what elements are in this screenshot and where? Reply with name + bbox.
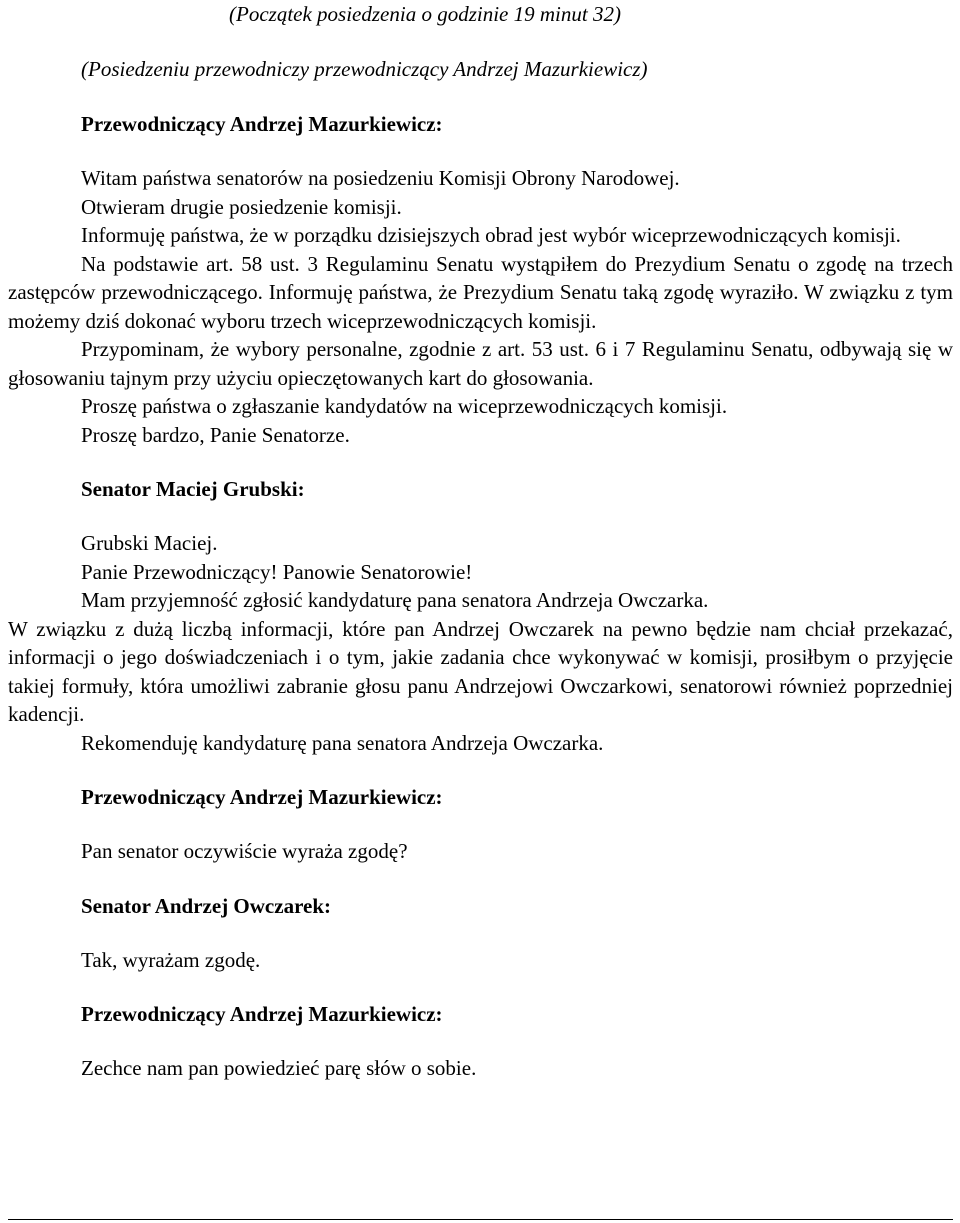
paragraph: Witam państwa senatorów na posiedzeniu Komisji Obrony Narodowej. [81, 166, 680, 190]
paragraph: Informuję państwa, że w porządku dzisiejszych obrad jest wybór wiceprzewodniczących komisji. [81, 223, 901, 247]
paragraph: W związku z dużą liczbą informacji, które pan Andrzej Owczarek na pewno będzie nam chciał przekazać, informacji o jego doświadczeniach i o tym, jakie zadania chce wykonywać w komisji, prosiłbym o przyjęcie takiej formuły, która umożliwi zabranie głosu panu Andrzejowi Owczarkowi, senatorowi również poprzedniej kadencji. [8, 616, 953, 726]
paragraph: Pan senator oczywiście wyraża zgodę? [81, 839, 408, 863]
speaker-heading-grubski: Senator Maciej Grubski: [81, 477, 305, 501]
speaker-heading-chair: Przewodniczący Andrzej Mazurkiewicz: [81, 112, 443, 136]
paragraph: Grubski Maciej. [81, 531, 218, 555]
paragraph: Na podstawie art. 58 ust. 3 Regulaminu Senatu wystąpiłem do Prezydium Senatu o zgodę na trzech zastępców przewodniczącego. Informuję państwa, że Prezydium Senatu taką zgodę wyraziło. W związku z tym możemy dziś dokonać wyboru trzech wiceprzewodniczących komisji. [8, 251, 953, 333]
paragraph: Tak, wyrażam zgodę. [81, 947, 261, 972]
page-bottom-rule [8, 1219, 953, 1220]
paragraph: Proszę państwa o zgłaszanie kandydatów na wiceprzewodniczących komisji. [81, 394, 728, 418]
speaker-heading-chair: Przewodniczący Andrzej Mazurkiewicz: [81, 1002, 443, 1026]
paragraph: Proszę bardzo, Panie Senatorze. [81, 422, 350, 447]
speaker-heading-chair: Przewodniczący Andrzej Mazurkiewicz: [81, 785, 443, 809]
stage-direction-start: (Początek posiedzenia o godzinie 19 minut 32) [229, 2, 621, 26]
stage-direction-chair: (Posiedzeniu przewodniczy przewodniczący Andrzej Mazurkiewicz) [81, 57, 648, 81]
speech-block-owczarek [8, 946, 953, 975]
paragraph: Rekomenduję kandydaturę pana senatora Andrzeja Owczarka. [81, 730, 604, 755]
speech-block-grubski [8, 529, 953, 757]
paragraph: Panie Przewodniczący! Panowie Senatorowie! [81, 559, 473, 584]
speech-block-chair-3 [8, 1054, 953, 1083]
transcript-page [8, 0, 953, 1083]
paragraph: Przypominam, że wybory personalne, zgodnie z art. 53 ust. 6 i 7 Regulaminu Senatu, odbywają się w głosowaniu tajnym przy użyciu opieczętowanych kart do głosowania. [8, 337, 953, 390]
speech-block-chair-2 [8, 837, 953, 866]
paragraph: Mam przyjemność zgłosić kandydaturę pana senatora Andrzeja Owczarka. [81, 588, 709, 612]
speech-block-chair-1 [8, 164, 953, 449]
paragraph: Otwieram drugie posiedzenie komisji. [81, 194, 402, 219]
speaker-heading-owczarek: Senator Andrzej Owczarek: [81, 893, 332, 918]
paragraph: Zechce nam pan powiedzieć parę słów o sobie. [81, 1056, 477, 1080]
